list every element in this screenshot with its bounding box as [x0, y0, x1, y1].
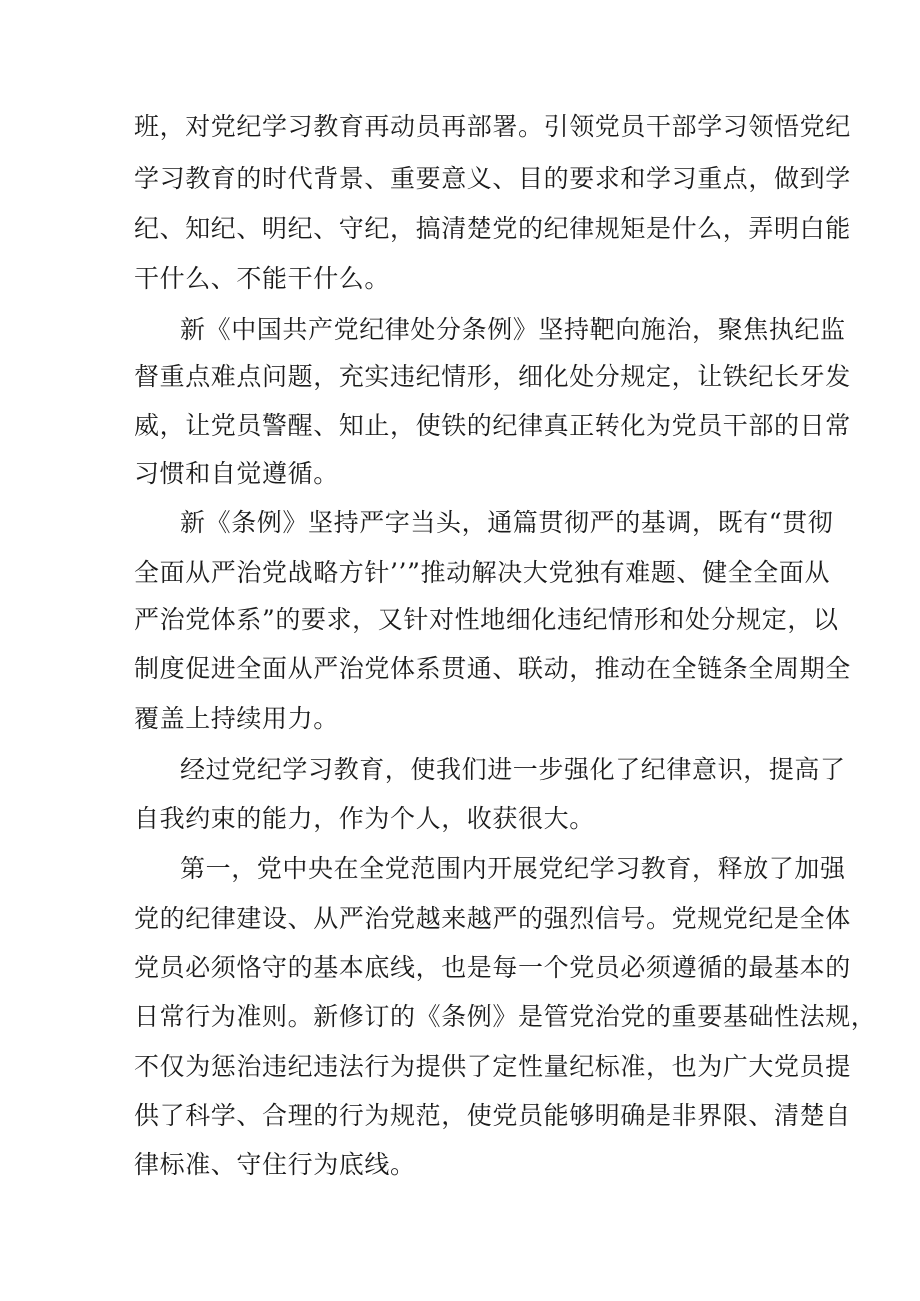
- paragraph-1-line-4: 干什么、不能干什么。: [134, 264, 391, 293]
- paragraph-5-line-2: 党的纪律建设、从严治党越来越严的强烈信号。党规党纪是全体: [134, 904, 851, 933]
- paragraph-2-line-1: 新《中国共产党纪律处分条例》坚持靶向施治，聚焦执纪监: [180, 315, 846, 344]
- paragraph-5-line-4: 日常行为准则。新修订的《条例》是管党治党的重要基础性法规，: [134, 1002, 877, 1031]
- paragraph-3-line-2: 全面从严治党战略方针’’”推动解决大党独有难题、健全全面从: [134, 558, 831, 587]
- paragraph-5-line-6: 供了科学、合理的行为规范，使党员能够明确是非界限、清楚自: [134, 1101, 851, 1130]
- paragraph-1-line-3: 纪、知纪、明纪、守纪，搞清楚党的纪律规矩是什么，弄明白能: [134, 214, 851, 243]
- paragraph-2-line-4: 习惯和自觉遵循。: [134, 459, 339, 488]
- paragraph-3-line-1: 新《条例》坚持严字当头，通篇贯彻严的基调，既有“贯彻: [180, 508, 834, 537]
- paragraph-5-line-5: 不仅为惩治违纪违法行为提供了定性量纪标准，也为广大党员提: [134, 1052, 851, 1081]
- paragraph-4-line-1: 经过党纪学习教育，使我们进一步强化了纪律意识，提高了: [180, 755, 846, 784]
- paragraph-5-line-3: 党员必须恪守的基本底线，也是每一个党员必须遵循的最基本的: [134, 953, 851, 982]
- paragraph-2-line-3: 威，让党员警醒、知止，使铁的纪律真正转化为党员干部的日常: [134, 411, 851, 440]
- paragraph-5-line-7: 律标准、守住行为底线。: [134, 1150, 416, 1179]
- paragraph-1-line-1: 班，对党纪学习教育再动员再部署。引领党员干部学习领悟党纪: [134, 112, 851, 141]
- paragraph-3-line-5: 覆盖上持续用力。: [134, 704, 339, 733]
- paragraph-3-line-4: 制度促进全面从严治党体系贯通、联动，推动在全链条全周期全: [134, 654, 851, 683]
- paragraph-3-line-3: 严治党体系”的要求，又针对性地细化违纪情形和处分规定，以: [134, 605, 839, 634]
- paragraph-5-line-1: 第一，党中央在全党范围内开展党纪学习教育，释放了加强: [180, 854, 846, 883]
- paragraph-2-line-2: 督重点难点问题，充实违纪情形，细化处分规定，让铁纪长牙发: [134, 362, 851, 391]
- paragraph-4-line-2: 自我约束的能力，作为个人，收获很大。: [134, 804, 595, 833]
- paragraph-1-line-2: 学习教育的时代背景、重要意义、目的要求和学习重点，做到学: [134, 164, 851, 193]
